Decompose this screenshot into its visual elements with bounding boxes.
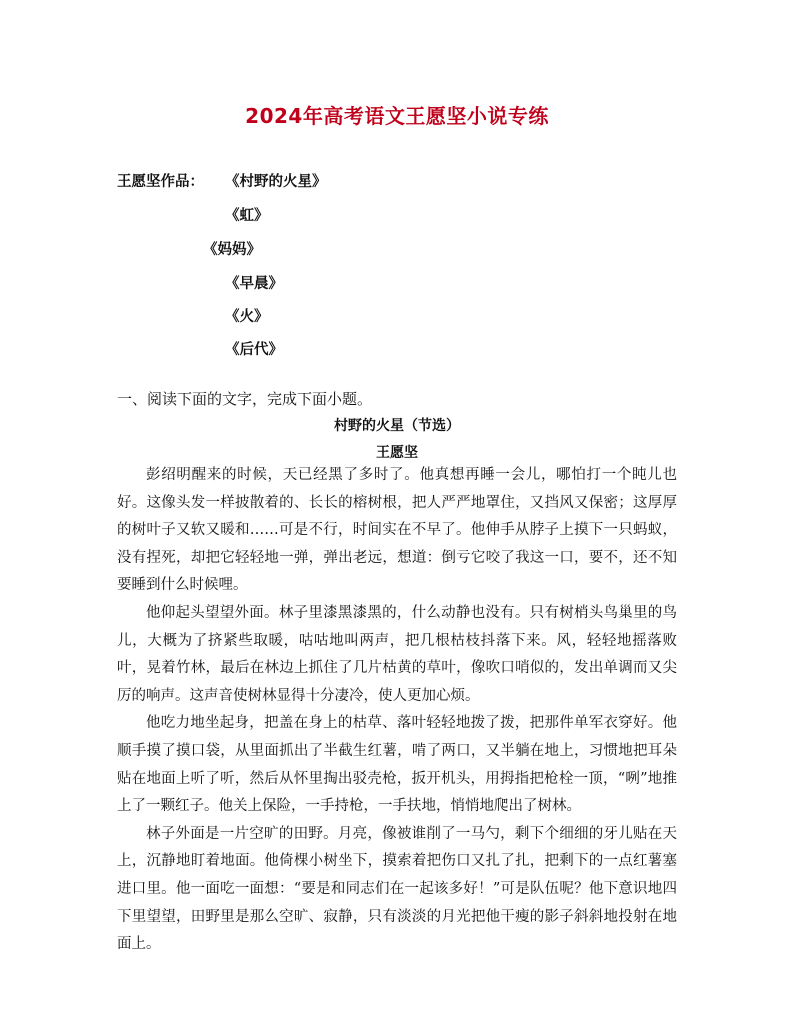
story-title: 村野的火星（节选） [334,418,460,434]
works-label: 王愿坚作品： [117,174,204,190]
paragraph: 他吃力地坐起身，把盖在身上的枯草、落叶轻轻地拨了拨，把那件单军衣穿好。他顺手摸了摸口袋，从里面抓出了半截生红薯，啃了两口，又半躺在地上，习惯地把耳朵贴在地面上听了听，然后从怀里掏出驳壳枪，扳开机头，用拇指把枪栓一顶，“咧”地推上了一颗红子。他关上保险，一手持枪，一手扶地，悄悄地爬出了树林。 [117,715,677,815]
paragraph: 林子外面是一片空旷的田野。月亮，像被谁削了一马勺，剩下个细细的牙儿贴在天上，沉静地盯着地面。他倚棵小树坐下，摸索着把伤口又扎了扎，把剩下的一点红薯塞进口里。他一面吃一面想：“要是和同志们在一起该多好！”可是队伍呢？他下意识地四下里望望，田野里是那么空旷、寂静，只有淡淡的月光把他干瘦的影子斜斜地投射在地面上。 [117,825,677,953]
work-title: 《火》 [225,309,269,325]
work-title: 《早晨》 [225,276,283,292]
document-title: 2024年高考语文王愿坚小说专练 [245,104,549,128]
question-instruction: 一、阅读下面的文字，完成下面小题。 [117,390,373,408]
work-title: 《虹》 [225,208,269,224]
story-body [117,462,677,959]
paragraph: 他仰起头望望外面。林子里漆黑漆黑的，什么动静也没有。只有树梢头鸟巢里的鸟儿，大概为了挤紧些取暖，咕咕地叫两声，把几根枯枝抖落下来。风，轻轻地摇落败叶，晃着竹林，最后在林边上抓住了几片枯黄的草叶，像吹口哨似的，发出单调而又尖厉的响声。这声音使树林显得十分凄冷，使人更加心烦。 [117,604,677,704]
story-author: 王愿坚 [376,445,418,461]
work-title: 《村野的火星》 [225,174,327,190]
paragraph: 彭绍明醒来的时候，天已经黑了多时了。他真想再睡一会儿，哪怕打一个盹儿也好。这像头发一样披散着的、长长的榕树根，把人严严地罩住，又挡风又保密；这厚厚的树叶子又软又暖和……可是不行，时间实在不早了。他伸手从脖子上摸下一只蚂蚁，没有捏死，却把它轻轻地一弹，弹出老远，想道：倒亏它咬了我这一口，要不，还不知要睡到什么时候哩。 [117,467,677,594]
work-title: 《妈妈》 [203,242,261,258]
work-title: 《后代》 [225,342,283,358]
